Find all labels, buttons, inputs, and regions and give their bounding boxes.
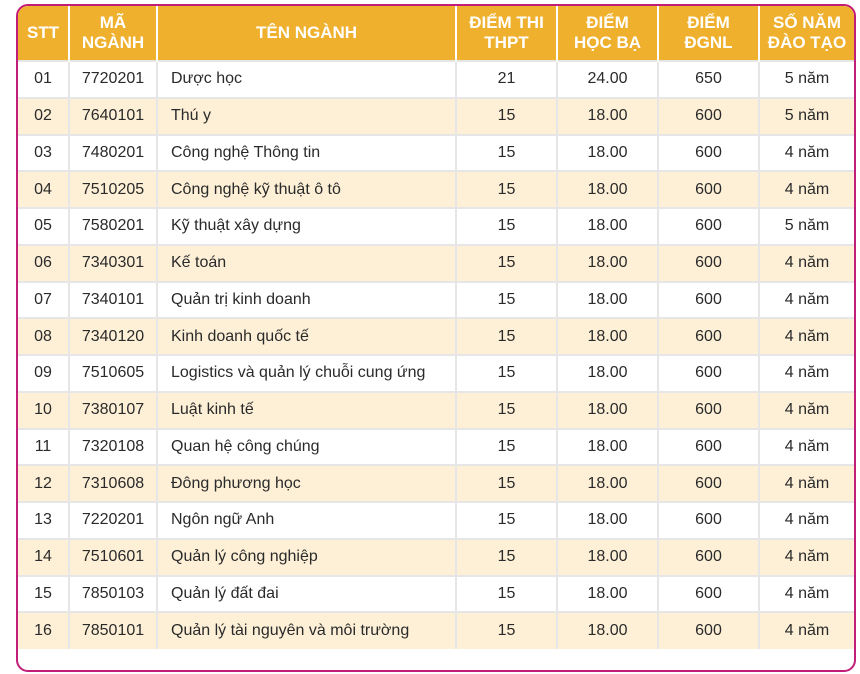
cell-diem-thi: 21 — [456, 61, 557, 98]
cell-ten-nganh: Thú y — [157, 98, 456, 135]
cell-diem-hoc-ba: 18.00 — [557, 245, 658, 282]
cell-stt: 06 — [18, 245, 69, 282]
cell-stt: 01 — [18, 61, 69, 98]
cell-stt: 10 — [18, 392, 69, 429]
cell-diem-thi: 15 — [456, 539, 557, 576]
cell-diem-dgnl: 600 — [658, 318, 759, 355]
cell-diem-thi: 15 — [456, 392, 557, 429]
cell-so-nam: 4 năm — [759, 355, 854, 392]
cell-ma-nganh: 7380107 — [69, 392, 157, 429]
cell-ma-nganh: 7320108 — [69, 429, 157, 466]
cell-ten-nganh: Công nghệ Thông tin — [157, 135, 456, 172]
cell-ma-nganh: 7220201 — [69, 502, 157, 539]
cell-diem-thi: 15 — [456, 171, 557, 208]
cell-diem-thi: 15 — [456, 576, 557, 613]
cell-diem-dgnl: 600 — [658, 171, 759, 208]
table-row — [18, 392, 854, 429]
cell-so-nam: 5 năm — [759, 208, 854, 245]
cell-so-nam: 4 năm — [759, 135, 854, 172]
cell-stt: 08 — [18, 318, 69, 355]
cell-diem-dgnl: 600 — [658, 612, 759, 649]
cell-stt: 03 — [18, 135, 69, 172]
table-row — [18, 539, 854, 576]
cell-diem-dgnl: 600 — [658, 245, 759, 282]
cell-stt: 11 — [18, 429, 69, 466]
cell-diem-hoc-ba: 18.00 — [557, 502, 658, 539]
cell-ten-nganh: Quản lý tài nguyên và môi trường — [157, 612, 456, 649]
table-row — [18, 429, 854, 466]
cell-ma-nganh: 7510205 — [69, 171, 157, 208]
cell-stt: 12 — [18, 465, 69, 502]
header-dgnl-line1: ĐIỂM — [687, 13, 730, 32]
header-ten-label: TÊN NGÀNH — [255, 23, 358, 42]
cell-diem-thi: 15 — [456, 612, 557, 649]
cell-diem-thi: 15 — [456, 208, 557, 245]
header-stt-label: STT — [26, 23, 60, 42]
header-diem-thi — [456, 6, 557, 61]
cell-ten-nganh: Kinh doanh quốc tế — [157, 318, 456, 355]
header-diem-dgnl — [658, 6, 759, 61]
cell-diem-hoc-ba: 18.00 — [557, 318, 658, 355]
header-stt — [18, 6, 69, 61]
cell-stt: 13 — [18, 502, 69, 539]
cell-ten-nganh: Công nghệ kỹ thuật ô tô — [157, 171, 456, 208]
cell-diem-thi: 15 — [456, 282, 557, 319]
header-ma-line1: MÃ — [99, 13, 127, 32]
cell-so-nam: 4 năm — [759, 392, 854, 429]
cell-so-nam: 4 năm — [759, 429, 854, 466]
cell-so-nam: 5 năm — [759, 98, 854, 135]
cell-so-nam: 5 năm — [759, 61, 854, 98]
cell-so-nam: 4 năm — [759, 318, 854, 355]
cell-so-nam: 4 năm — [759, 171, 854, 208]
cell-ten-nganh: Đông phương học — [157, 465, 456, 502]
cell-diem-hoc-ba: 18.00 — [557, 98, 658, 135]
cell-diem-dgnl: 600 — [658, 502, 759, 539]
cell-diem-dgnl: 600 — [658, 98, 759, 135]
cell-ten-nganh: Kỹ thuật xây dựng — [157, 208, 456, 245]
cell-diem-hoc-ba: 18.00 — [557, 465, 658, 502]
cell-stt: 15 — [18, 576, 69, 613]
header-row — [18, 6, 854, 61]
cell-ten-nganh: Quan hệ công chúng — [157, 429, 456, 466]
cell-diem-dgnl: 600 — [658, 576, 759, 613]
cell-diem-thi: 15 — [456, 502, 557, 539]
cell-diem-thi: 15 — [456, 245, 557, 282]
cell-ma-nganh: 7340120 — [69, 318, 157, 355]
header-dgnl-line2: ĐGNL — [684, 33, 733, 52]
cell-diem-dgnl: 600 — [658, 429, 759, 466]
cell-diem-thi: 15 — [456, 98, 557, 135]
cell-ten-nganh: Ngôn ngữ Anh — [157, 502, 456, 539]
table-row — [18, 318, 854, 355]
cell-ma-nganh: 7340101 — [69, 282, 157, 319]
header-sonam-line2: ĐÀO TẠO — [767, 33, 847, 52]
cell-ten-nganh: Dược học — [157, 61, 456, 98]
cell-so-nam: 4 năm — [759, 282, 854, 319]
cell-so-nam: 4 năm — [759, 502, 854, 539]
cell-diem-thi: 15 — [456, 135, 557, 172]
table-body — [18, 61, 854, 649]
header-so-nam — [759, 6, 854, 61]
cell-diem-hoc-ba: 18.00 — [557, 282, 658, 319]
table-row — [18, 282, 854, 319]
cell-diem-hoc-ba: 18.00 — [557, 612, 658, 649]
table-row — [18, 171, 854, 208]
cell-diem-hoc-ba: 18.00 — [557, 171, 658, 208]
cell-ma-nganh: 7340301 — [69, 245, 157, 282]
cell-so-nam: 4 năm — [759, 612, 854, 649]
cell-diem-hoc-ba: 18.00 — [557, 392, 658, 429]
cell-diem-hoc-ba: 24.00 — [557, 61, 658, 98]
cell-diem-hoc-ba: 18.00 — [557, 208, 658, 245]
table-row — [18, 355, 854, 392]
cell-stt: 14 — [18, 539, 69, 576]
header-diem-hoc-ba — [557, 6, 658, 61]
admission-table — [18, 6, 854, 649]
cell-ma-nganh: 7580201 — [69, 208, 157, 245]
cell-ma-nganh: 7510605 — [69, 355, 157, 392]
cell-diem-dgnl: 600 — [658, 208, 759, 245]
table-row — [18, 98, 854, 135]
cell-diem-hoc-ba: 18.00 — [557, 539, 658, 576]
cell-diem-hoc-ba: 18.00 — [557, 429, 658, 466]
header-ma-nganh — [69, 6, 157, 61]
header-thi-line2: THPT — [484, 33, 529, 52]
cell-diem-thi: 15 — [456, 355, 557, 392]
table-header — [18, 6, 854, 61]
cell-diem-dgnl: 600 — [658, 465, 759, 502]
header-hocba-line2: HỌC BẠ — [573, 33, 642, 52]
cell-ten-nganh: Kế toán — [157, 245, 456, 282]
cell-ma-nganh: 7850101 — [69, 612, 157, 649]
header-ma-line2: NGÀNH — [81, 33, 145, 52]
cell-so-nam: 4 năm — [759, 245, 854, 282]
cell-ten-nganh: Quản lý đất đai — [157, 576, 456, 613]
cell-so-nam: 4 năm — [759, 576, 854, 613]
table-row — [18, 135, 854, 172]
cell-stt: 09 — [18, 355, 69, 392]
cell-diem-thi: 15 — [456, 429, 557, 466]
cell-ma-nganh: 7510601 — [69, 539, 157, 576]
cell-so-nam: 4 năm — [759, 539, 854, 576]
cell-stt: 04 — [18, 171, 69, 208]
cell-ten-nganh: Quản trị kinh doanh — [157, 282, 456, 319]
cell-stt: 16 — [18, 612, 69, 649]
table-row — [18, 208, 854, 245]
cell-so-nam: 4 năm — [759, 465, 854, 502]
cell-stt: 05 — [18, 208, 69, 245]
cell-ma-nganh: 7310608 — [69, 465, 157, 502]
table-row — [18, 245, 854, 282]
table-row — [18, 465, 854, 502]
cell-ma-nganh: 7640101 — [69, 98, 157, 135]
cell-diem-dgnl: 600 — [658, 355, 759, 392]
cell-ma-nganh: 7480201 — [69, 135, 157, 172]
cell-ma-nganh: 7850103 — [69, 576, 157, 613]
cell-diem-thi: 15 — [456, 465, 557, 502]
table-row — [18, 502, 854, 539]
cell-ten-nganh: Luật kinh tế — [157, 392, 456, 429]
table-row — [18, 61, 854, 98]
cell-ten-nganh: Logistics và quản lý chuỗi cung ứng — [157, 355, 456, 392]
cell-diem-thi: 15 — [456, 318, 557, 355]
cell-diem-hoc-ba: 18.00 — [557, 576, 658, 613]
header-thi-line1: ĐIỂM THI — [469, 13, 544, 32]
cell-ma-nganh: 7720201 — [69, 61, 157, 98]
cell-diem-dgnl: 600 — [658, 539, 759, 576]
header-hocba-line1: ĐIỂM — [586, 13, 629, 32]
cell-diem-dgnl: 600 — [658, 282, 759, 319]
cell-diem-dgnl: 650 — [658, 61, 759, 98]
header-ten-nganh — [157, 6, 456, 61]
table-row — [18, 576, 854, 613]
table-row — [18, 612, 854, 649]
cell-diem-hoc-ba: 18.00 — [557, 135, 658, 172]
admission-table-frame — [16, 4, 856, 672]
cell-stt: 07 — [18, 282, 69, 319]
cell-ten-nganh: Quản lý công nghiệp — [157, 539, 456, 576]
header-sonam-line1: SỐ NĂM — [773, 13, 841, 32]
cell-diem-dgnl: 600 — [658, 135, 759, 172]
cell-diem-dgnl: 600 — [658, 392, 759, 429]
cell-stt: 02 — [18, 98, 69, 135]
cell-diem-hoc-ba: 18.00 — [557, 355, 658, 392]
